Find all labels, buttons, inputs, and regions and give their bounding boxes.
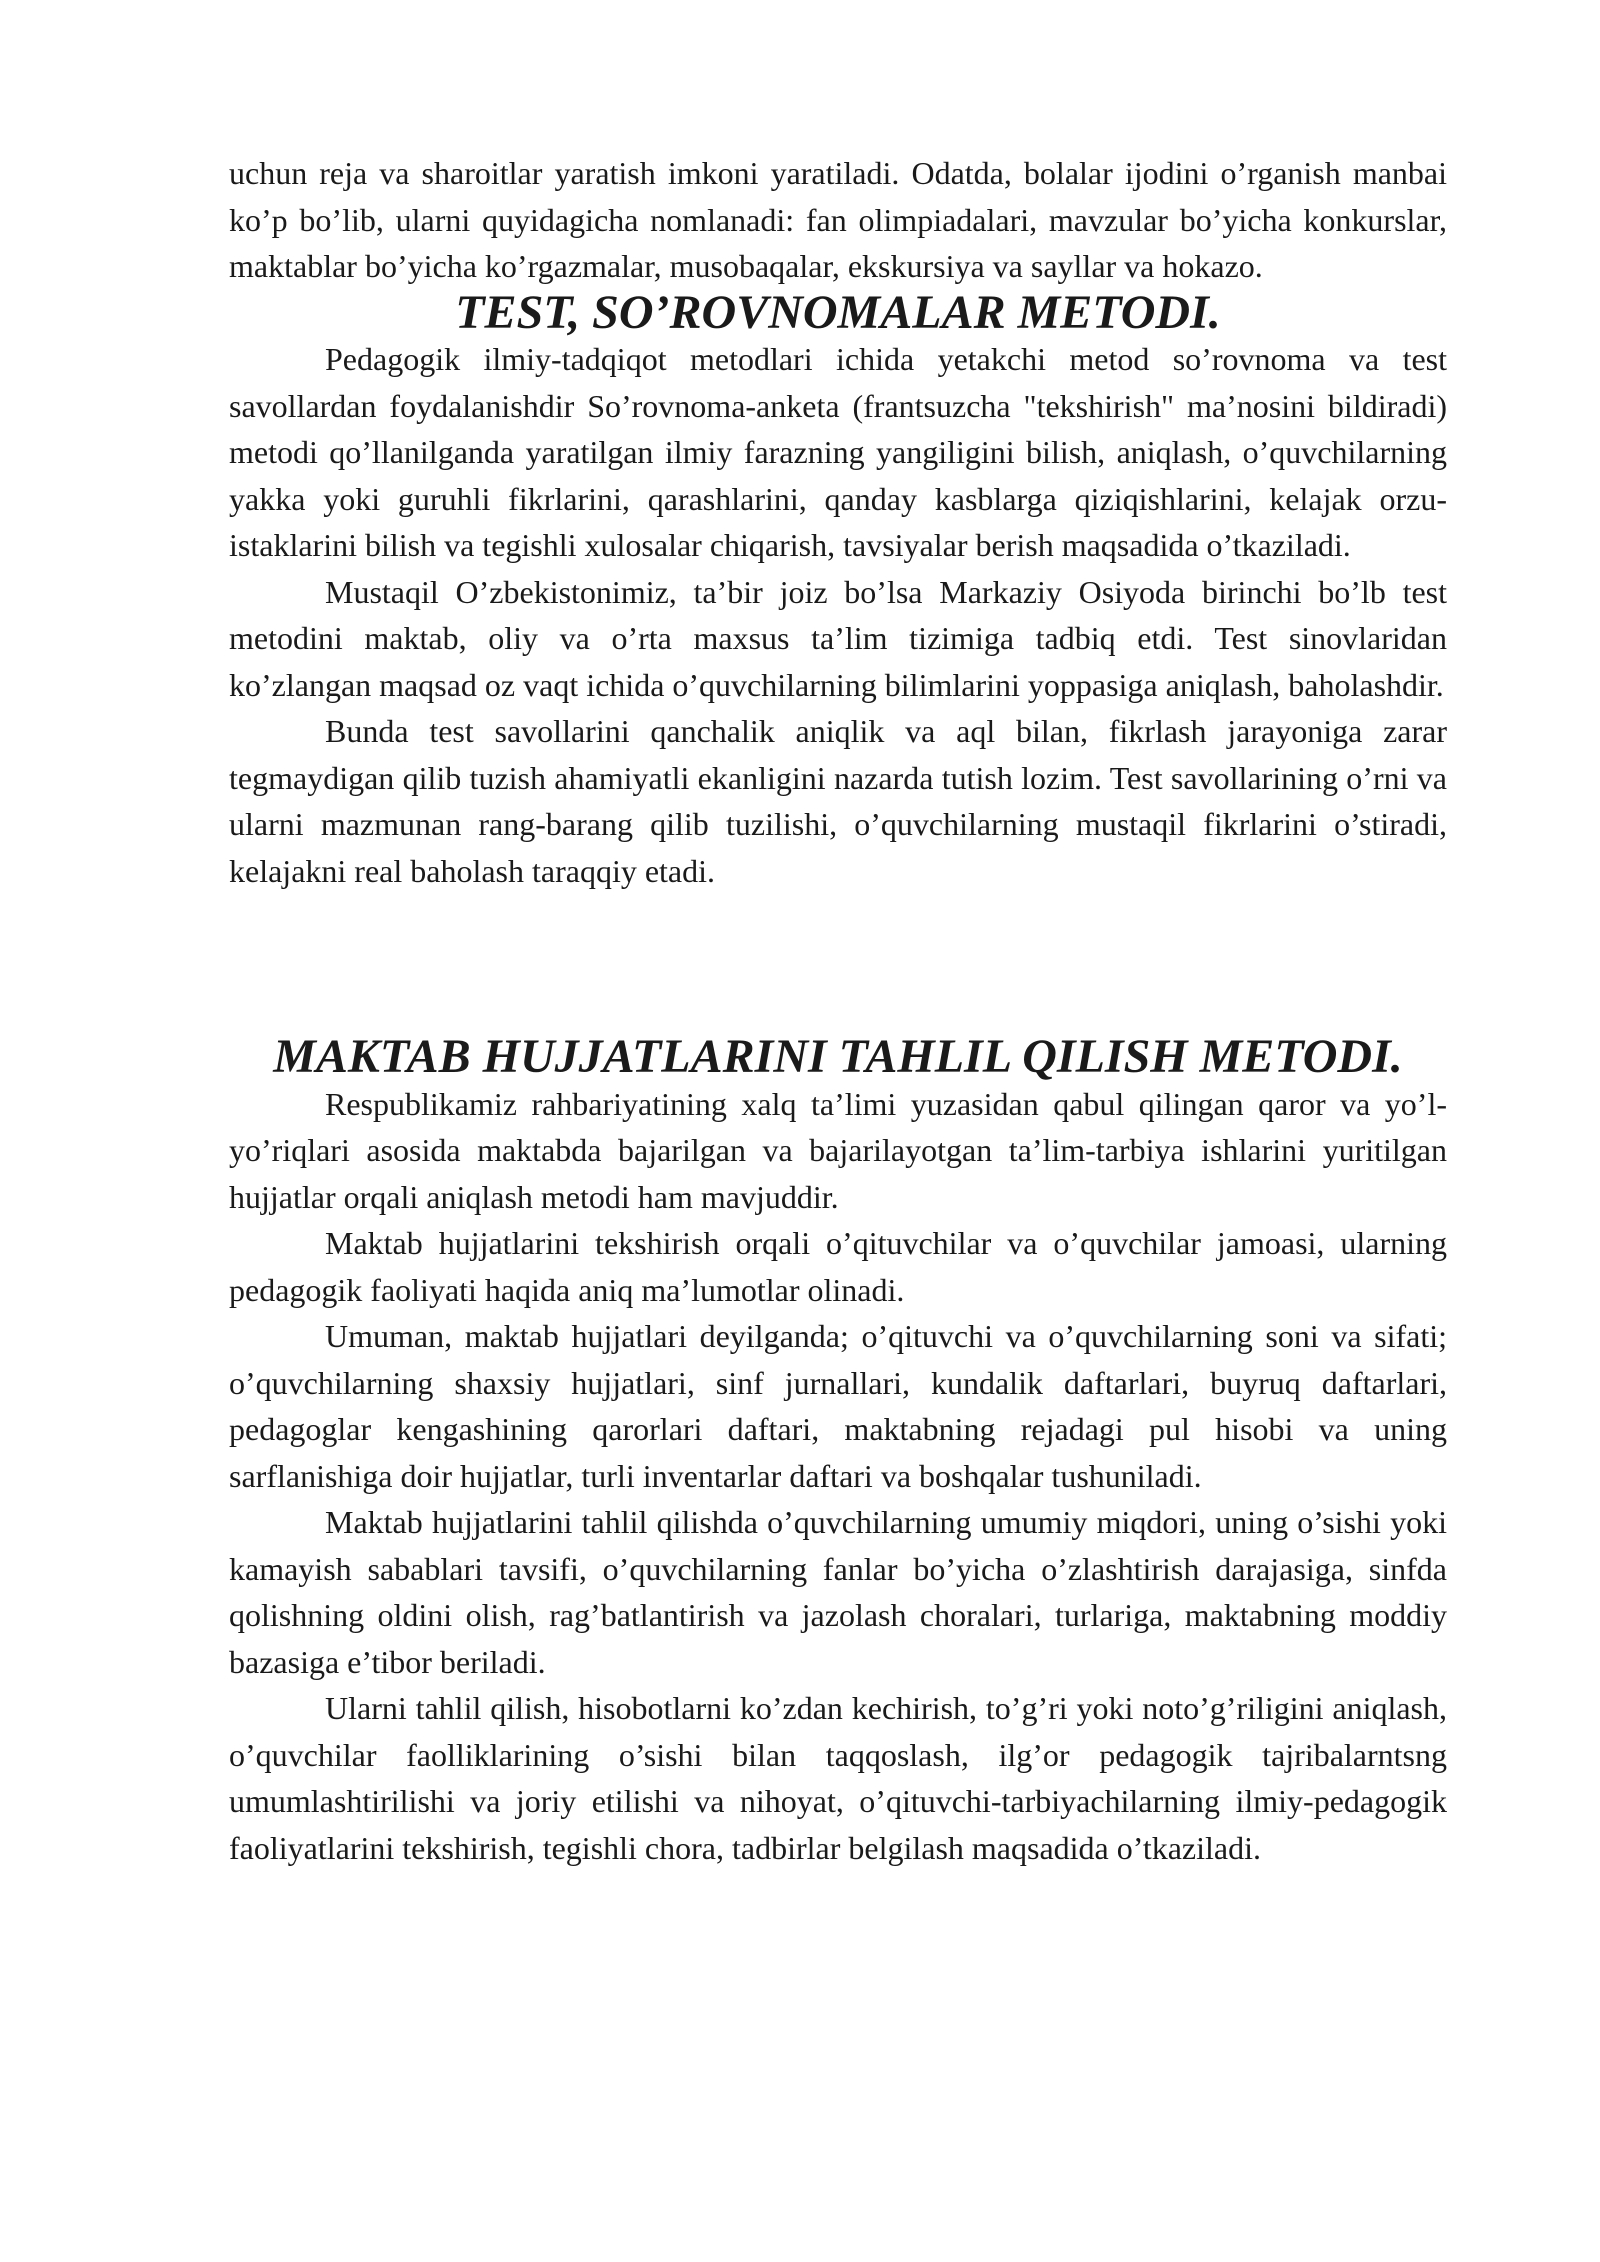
- body-paragraph: Respublikamiz rahbariyatining xalq ta’limi yuzasidan qabul qilingan qaror va yo’l-yo’riqlari asosida maktabda bajarilgan va bajarilayotgan ta’lim-tarbiya ishlarini yuritilgan hujjatlar orqali aniqlash metodi ham mavjuddir.: [229, 1085, 1447, 1215]
- body-paragraph: Umuman, maktab hujjatlari deyilganda; o’qituvchi va o’quvchilarning soni va sifati; o’quvchilarning shaxsiy hujjatlari, sinf jurnallari, kundalik daftarlari, buyruq daftarlari, pedagoglar kengashining qarorlari daftari, maktabning rejadagi pul hisobi va uning sarflanishiga doir hujjatlar, turli inventarlar daftari va boshqalar tushuniladi.: [229, 1318, 1447, 1494]
- section-heading-school-documents: MAKTAB HUJJATLARINI TAHLIL QILISH METODI.: [273, 1030, 1403, 1083]
- section-spacer: [229, 894, 1447, 1034]
- body-paragraph: Bunda test savollarini qanchalik aniqlik va aql bilan, fikrlash jarayoniga zarar tegmaydigan qilib tuzish ahamiyatli ekanligini nazarda tutish lozim. Test savollarining o’rni va ularni mazmunan rang-barang qilib tuzilishi, o’quvchilarning mustaqil fikrlarini o’stiradi, kelajakni real baholash taraqqiy etadi.: [229, 713, 1447, 889]
- body-paragraph: Pedagogik ilmiy-tadqiqot metodlari ichida yetakchi metod so’rovnoma va test savollardan foydalanishdir So’rovnoma-anketa (frantsuzcha "tekshirish" ma’nosini bildiradi) metodi qo’llanilganda yaratilgan ilmiy farazning yangiligini bilish, aniqlash, o’quvchilarning yakka yoki guruhli fikrlarini, qarashlarini, qanday kasblarga qiziqishlarini, kelajak orzu-istaklarini bilish va tegishli xulosalar chiqarish, tavsiyalar berish maqsadida o’tkaziladi.: [229, 341, 1447, 563]
- body-paragraph: Ularni tahlil qilish, hisobotlarni ko’zdan kechirish, to’g’ri yoki noto’g’riligini aniqlash, o’quvchilar faolliklarining o’sishi bilan taqqoslash, ilg’or pedagogik tajribalarntsng umumlashtirilishi va joriy etilishi va nihoyat, o’qituvchi-tarbiyachilarning ilmiy-pedagogik faoliyatlarini tekshirish, tegishli chora, tadbirlar belgilash maqsadida o’tkaziladi.: [229, 1690, 1447, 1866]
- section-heading-test-methods: TEST, SO’ROVNOMALAR METODI.: [455, 285, 1221, 339]
- body-paragraph: Mustaqil O’zbekistonimiz, ta’bir joiz bo’lsa Markaziy Osiyoda birinchi bo’lb test metodini maktab, oliy va o’rta maxsus ta’lim tizimiga tadbiq etdi. Test sinovlaridan ko’zlangan maqsad oz vaqt ichida o’quvchilarning bilimlarini yoppasiga aniqlash, baholashdir.: [229, 573, 1447, 703]
- document-page: [229, 150, 1447, 1871]
- body-paragraph: Maktab hujjatlarini tekshirish orqali o’qituvchilar va o’quvchilar jamoasi, ularning pedagogik faoliyati haqida aniq ma’lumotlar olinadi.: [229, 1225, 1447, 1308]
- body-paragraph: Maktab hujjatlarini tahlil qilishda o’quvchilarning umumiy miqdori, uning o’sishi yoki kamayish sabablari tavsifi, o’quvchilarning fanlar bo’yicha o’zlashtirish darajasiga, sinfda qolishning oldini olish, rag’batlantirish va jazolash choralari, turlariga, maktabning moddiy bazasiga e’tibor beriladi.: [229, 1504, 1447, 1680]
- intro-paragraph: uchun reja va sharoitlar yaratish imkoni yaratiladi. Odatda, bolalar ijodini o’rganish manbai ko’p bo’lib, ularni quyidagicha nomlanadi: fan olimpiadalari, mavzular bo’yicha konkurslar, maktablar bo’yicha ko’rgazmalar, musobaqalar, ekskursiya va sayllar va hokazo.: [229, 155, 1447, 284]
